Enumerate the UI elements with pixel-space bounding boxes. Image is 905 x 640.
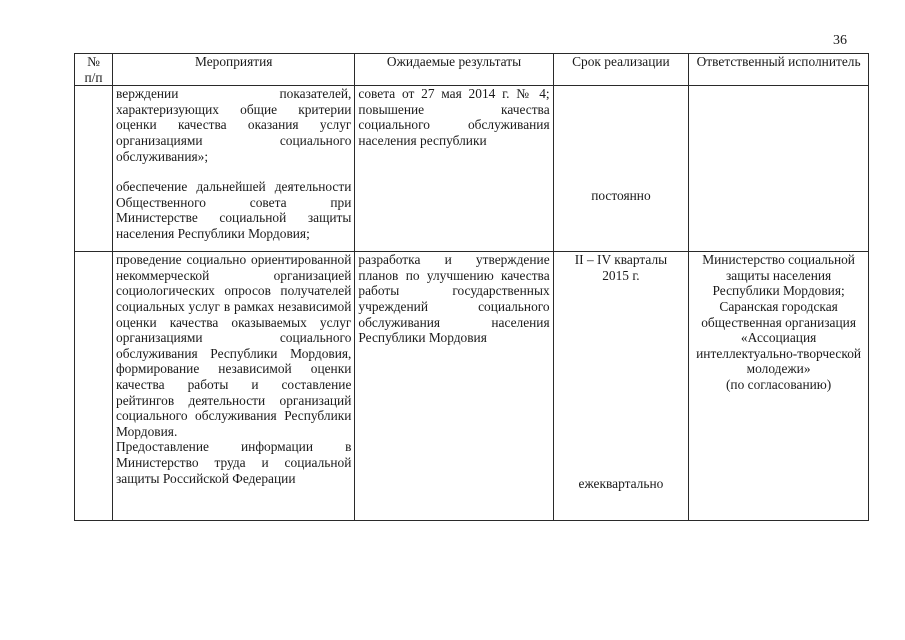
header-results: Ожидаемые результаты <box>355 54 553 86</box>
term-text: постоянно <box>591 188 651 204</box>
responsible-cell <box>689 86 869 252</box>
row-num-cell <box>75 252 113 521</box>
activities-cell <box>113 252 355 521</box>
plan-table <box>74 53 869 521</box>
term-text: ежеквартально <box>578 476 664 492</box>
header-term: Срок реализации <box>553 54 689 86</box>
responsible-text: Министерство социальной защиты населения Республики Мордовия; <box>702 252 855 299</box>
results-cell <box>355 252 553 521</box>
responsible-note: (по согласованию) <box>725 376 832 392</box>
activity-text: верждении показателей, характеризующих общие критерии оценки качества оказания услуг организациями социального обслуживания»; <box>116 86 352 164</box>
table-row <box>75 86 869 252</box>
header-activities: Мероприятия <box>113 54 355 86</box>
table-header-row <box>75 54 869 86</box>
header-responsible: Ответственный исполнитель <box>689 54 869 86</box>
results-cell <box>355 86 553 252</box>
page-number: 36 <box>833 33 847 48</box>
responsible-cell <box>689 252 869 521</box>
activities-cell <box>113 86 355 252</box>
result-text: разработка и утверждение планов по улучшению качества работы государственных учреждений социального обслуживания населения Республики Мордовия <box>358 252 550 346</box>
term-cell <box>553 252 689 521</box>
row-num-cell <box>75 86 113 252</box>
result-text: совета от 27 мая 2014 г. № 4; повышение качества социального обслуживания населения республики <box>358 86 550 148</box>
responsible-text: Саранская городская общественная организация «Ассоциация интеллектуально-творческой молодежи» <box>696 298 862 377</box>
term-cell <box>553 86 689 252</box>
header-num: № п/п <box>75 54 113 86</box>
activity-text: проведение социально ориентированной некоммерческой организацией социологических опросов получателей социальных услуг в рамках независимой оценки качества оказываемых услуг организациями социального обслуживания Республики Мордовия, формирование независимой оценки качества работы и составление рейтингов деятельности организаций социального обслуживания Республики Мордовия. <box>116 252 352 439</box>
activity-text: обеспечение дальнейшей деятельности Общественного совета при Министерстве социальной защиты населения Республики Мордовия; <box>116 179 352 241</box>
table-row <box>75 252 869 521</box>
term-text: II – IV кварталы 2015 г. <box>574 252 668 283</box>
activity-text: Предоставление информации в Министерство труда и социальной защиты Российской Федерации <box>116 439 352 486</box>
